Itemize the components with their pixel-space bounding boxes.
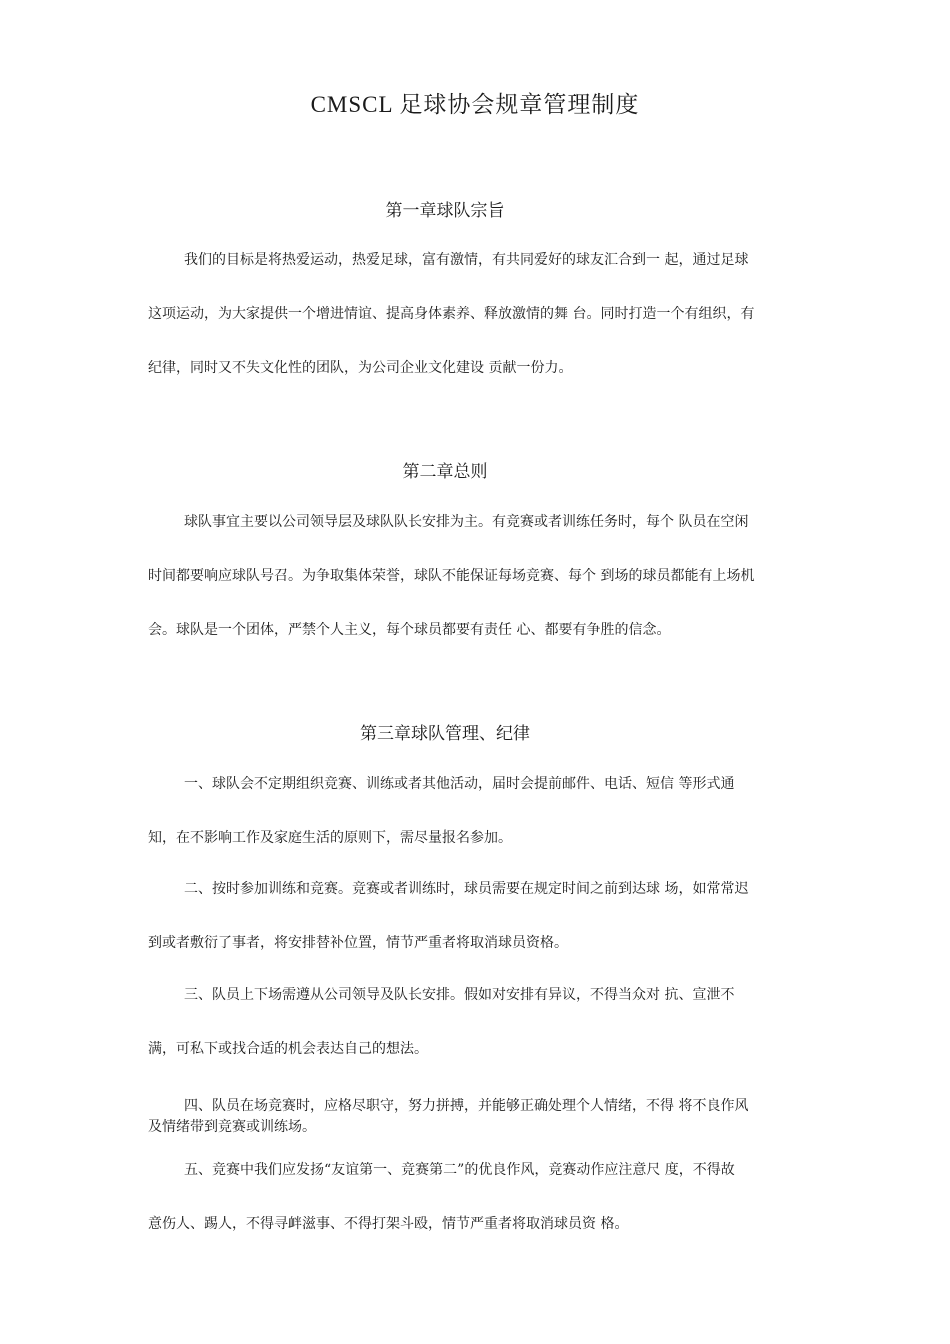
chapter-3-heading: 第三章球队管理、纪律 [360, 724, 530, 744]
paragraph-line: 意伤人、踢人，不得寻衅滋事、不得打架斗殴，情节严重者将取消球员资 格。 [148, 1216, 629, 1232]
paragraph-line: 知，在不影响工作及家庭生活的原则下，需尽量报名参加。 [148, 830, 512, 846]
paragraph-line: 三、队员上下场需遵从公司领导及队长安排。假如对安排有异议，不得当众对 抗、宣泄不 [184, 987, 735, 1003]
chapter-3-item-5 [148, 1160, 838, 1268]
paragraph-line: 四、队员在场竞赛时，应格尽职守，努力拼搏，并能够正确处理个人情绪，不得 将不良作风 [184, 1098, 749, 1114]
chapter-1-heading: 第一章球队宗旨 [385, 201, 505, 221]
chapter-1-paragraph [148, 250, 838, 412]
paragraph-line: 时间都要响应球队号召。为争取集体荣誉，球队不能保证每场竞赛、每个 到场的球员都能有上场机 [148, 568, 755, 584]
paragraph-line: 满，可私下或找合适的机会表达自己的想法。 [148, 1041, 428, 1057]
document-title: CMSCL 足球协会规章管理制度 [310, 92, 640, 117]
paragraph-line: 到或者敷衍了事者，将安排替补位置，情节严重者将取消球员资格。 [148, 935, 568, 951]
paragraph-line: 二、按时参加训练和竞赛。竞赛或者训练时，球员需要在规定时间之前到达球 场，如常常迟 [184, 881, 749, 897]
paragraph-line: 纪律，同时又不失文化性的团队，为公司企业文化建设 贡献一份力。 [148, 360, 573, 376]
paragraph-line: 这项运动，为大家提供一个增进情谊、提高身体素养、释放激情的舞 台。同时打造一个有组织，有 [148, 306, 755, 322]
paragraph-line: 及情绪带到竞赛或训练场。 [148, 1119, 316, 1135]
paragraph-line: 一、球队会不定期组织竞赛、训练或者其他活动，届时会提前邮件、电话、短信 等形式通 [184, 776, 735, 792]
paragraph-line: 我们的目标是将热爱运动，热爱足球，富有激情，有共同爱好的球友汇合到一 起，通过足球 [184, 252, 749, 268]
paragraph-line: 五、竞赛中我们应发扬“友谊第一、竞赛第二”的优良作风，竞赛动作应注意尺 度，不得故 [184, 1162, 735, 1178]
chapter-3-item-2 [148, 879, 838, 987]
chapter-2-heading: 第二章总则 [402, 462, 488, 482]
chapter-3-item-1 [148, 774, 838, 882]
chapter-3-item-3 [148, 985, 838, 1093]
chapter-3-item-4 [148, 1096, 838, 1138]
chapter-2-paragraph [148, 512, 838, 674]
paragraph-line: 球队事宜主要以公司领导层及球队队长安排为主。有竞赛或者训练任务时，每个 队员在空闲 [184, 514, 749, 530]
paragraph-line: 会。球队是一个团体，严禁个人主义，每个球员都要有责任 心、都要有争胜的信念。 [148, 622, 671, 638]
